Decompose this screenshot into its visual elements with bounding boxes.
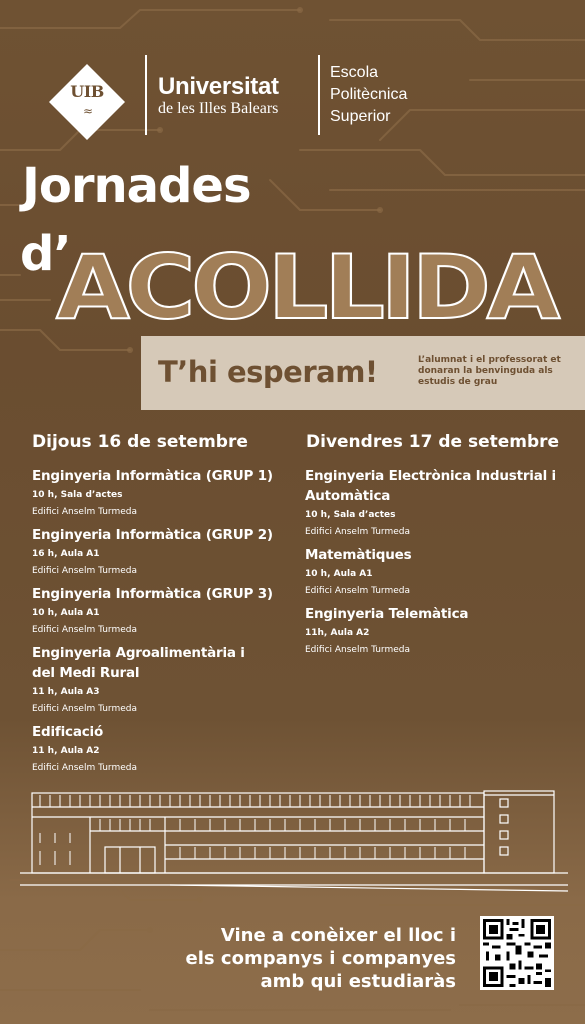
session-time: 10 h, Aula A1: [305, 569, 373, 579]
logo-text: UIB: [70, 82, 104, 101]
session-time: 16 h, Aula A1: [32, 549, 100, 559]
degree-name: Enginyeria Telemàtica: [305, 606, 469, 622]
degree-name: Matemàtiques: [305, 547, 412, 563]
session-place: Edifici Anselm Turmeda: [305, 645, 411, 655]
list-item: [32, 643, 302, 718]
cta-line: els companys i companyes: [185, 948, 456, 969]
session-time: 11 h, Aula A3: [32, 687, 100, 697]
list-item: [305, 545, 575, 600]
list-item: [32, 525, 302, 580]
cta-line: amb qui estudiaràs: [260, 971, 456, 992]
banner-headline: T’hi esperam!: [158, 355, 378, 389]
session-place: Edifici Anselm Turmeda: [32, 763, 138, 773]
banner-note: L’alumnat i el professorat et donaran la benvinguda als estudis de grau: [418, 355, 561, 387]
list-item: [32, 722, 302, 777]
session-time: 10 h, Aula A1: [32, 608, 100, 618]
header-divider: [318, 55, 320, 135]
title-main-text: ACOLLIDA: [56, 236, 561, 334]
university-name: Universitat: [158, 73, 279, 100]
list-item: [32, 466, 302, 521]
degree-name: Enginyeria Informàtica (GRUP 1): [32, 468, 273, 484]
school-line: Superior: [330, 108, 391, 125]
session-time: 10 h, Sala d’actes: [32, 490, 123, 500]
school-line: Politècnica: [330, 86, 408, 103]
day1-column: [32, 466, 302, 781]
session-time: 10 h, Sala d’actes: [305, 510, 396, 520]
degree-name: Enginyeria Informàtica (GRUP 2): [32, 527, 273, 543]
day1-heading: Dijous 16 de setembre: [32, 432, 248, 452]
school-name: [330, 62, 407, 128]
building-illustration: [20, 785, 570, 900]
qr-code-icon[interactable]: [480, 916, 554, 990]
session-place: Edifici Anselm Turmeda: [32, 507, 138, 517]
list-item: [32, 584, 302, 639]
degree-name: Enginyeria Agroalimentària i del Medi Rural: [32, 645, 245, 681]
session-place: Edifici Anselm Turmeda: [305, 586, 411, 596]
day2-column: [305, 466, 575, 663]
degree-name: Edificació: [32, 724, 104, 740]
list-item: [305, 604, 575, 659]
session-time: 11 h, Aula A2: [32, 746, 100, 756]
logo-wave-icon: ≈: [82, 104, 94, 118]
degree-name: Enginyeria Informàtica (GRUP 3): [32, 586, 273, 602]
cta-line: Vine a conèixer el lloc i: [220, 925, 456, 946]
school-line: Escola: [330, 64, 379, 81]
title-line1: Jornades: [22, 158, 251, 214]
university-subtitle: de les Illes Balears: [158, 100, 279, 117]
header-divider: [145, 55, 147, 135]
call-to-action: [150, 924, 456, 993]
title-prefix: d’: [20, 226, 71, 282]
degree-name: Enginyeria Electrònica Industrial i Automàtica: [305, 468, 556, 504]
list-item: [305, 466, 575, 541]
day2-heading: Divendres 17 de setembre: [306, 432, 560, 452]
uib-logo-icon: [47, 62, 127, 142]
session-place: Edifici Anselm Turmeda: [32, 566, 138, 576]
session-place: Edifici Anselm Turmeda: [32, 704, 138, 714]
session-place: Edifici Anselm Turmeda: [32, 625, 138, 635]
title-acollida: [54, 224, 574, 334]
session-time: 11h, Aula A2: [305, 628, 370, 638]
session-place: Edifici Anselm Turmeda: [305, 527, 411, 537]
